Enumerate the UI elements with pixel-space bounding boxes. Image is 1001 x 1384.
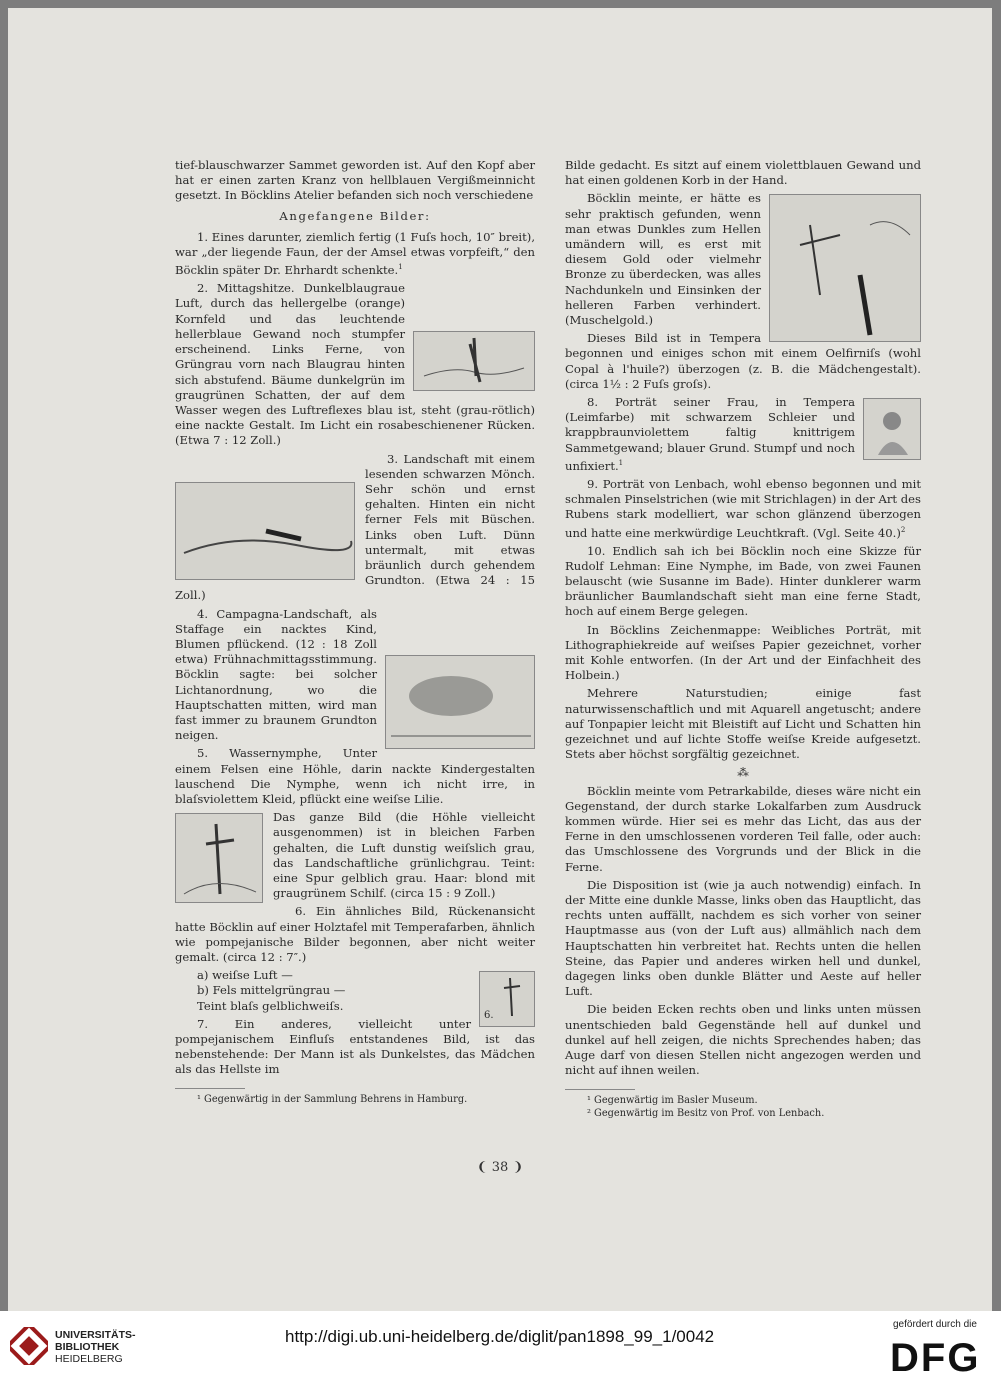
paragraph: Dieses Bild ist in Tempera begonnen und einiges schon mit einem Oelfirniſs (wohl Copal à l'huile?) überzogen (z. B. die Mädchengestalt). (circa 1½ : 2 Fuſs groſs). (565, 331, 921, 391)
library-line-1: UNIVERSITÄTS- (55, 1329, 136, 1341)
left-column (175, 158, 535, 1109)
footnote: ² Gegenwärtig im Besitz von Prof. von Lenbach. (587, 1107, 825, 1119)
paragraph: 5. Wassernymphe, Unter einem Felsen eine Höhle, darin nackte Kindergestalten lauschend Die Nymphe, wenn ich nicht irre, in blaſsviolettem Kleid, pflückt eine weiſse Lilie. (175, 746, 535, 806)
dfg-logo[interactable]: DFG (890, 1336, 981, 1380)
paragraph: Die Disposition ist (wie ja auch notwendig) einfach. In der Mitte eine dunkle Masse, links oben das Hauptlicht, das rechts unten auffällt, nachdem es sich vorher von seiner Hauptmasse aus (von der Luft aus) allmählich nach dem Hauptschatten hin verbreitet hat. Rechts unten die hellen Steine, das Papier und anderes wirken hell und dunkel, dagegen links oben dunkle Blätter und Aeste auf heller Luft. (565, 877, 921, 999)
paragraph: 8. Porträt seiner Frau, in Tempera (Leimfarbe) mit schwarzem Schleier und krappbraunviolettem faltig knittrigem Sammetgewand; blauer Grund. Stumpf und noch unfixiert.$^1$ (565, 395, 855, 473)
sketch-figure-landscape-monk (175, 482, 355, 580)
sketch-figure-water-nymph (175, 813, 263, 903)
list-item: a) weiſse Luft — (197, 968, 293, 983)
page-number: ❨ 38 ❩ (476, 1160, 524, 1175)
library-line-3: HEIDELBERG (55, 1353, 123, 1365)
paragraph: 10. Endlich sah ich bei Böcklin noch eine Skizze für Rudolf Lehman: Eine Nymphe, im Bade, von zwei Faunen belauscht (wie Susanne im Bade). Hinter dunklerer warm bräunlicher Baumlandschaft sieht man eine ferne Stadt, hoch auf einem Berge gelegen. (565, 543, 921, 619)
paragraph: 3. Landschaft mit einem lesenden schwarzen Mönch. Sehr schön und ernst gehalten. Hinten ein nicht ferner Fels mit Büschen. Links oben Luft. Dünn untermalt, mit etwas bräunlich durch gehendem Grundton. (Etwa 24 : 15 Zoll.) (175, 451, 535, 603)
sketch-figure-six (479, 971, 535, 1027)
right-column (565, 158, 921, 1123)
list-item: Teint blaſs gelblichweiſs. (197, 998, 344, 1013)
section-heading: Angefangene Bilder: (279, 208, 431, 223)
section-divider-star: ⁂ (737, 765, 749, 780)
paragraph: 2. Mittagshitze. Dunkelblaugraue Luft, durch das hellergelbe (orange) Kornfeld und das leuchtende hellerblaue Gewand noch stumpfer erscheinend. Links Ferne, von Grüngrau vorn nach Blaugrau hinten sich abstufend. Bäume dunkelgrün im graugrünen Schatten, der auf dem Wasser wegen des Luftreflexes blau ist, steht (grau-rötlich) eine nackte Gestalt. Im Licht ein rosabeschienener Rücken. (Etwa 7 : 12 Zoll.) (175, 281, 535, 448)
paragraph: In Böcklins Zeichenmappe: Weibliches Porträt, mit Lithographiekreide auf weiſses Papier gezeichnet, vorher mit Kohle entworfen. (In der Art und der Einfachheit des Holbein.) (565, 622, 921, 683)
viewer-footer (0, 1311, 1001, 1384)
footnote-rule (565, 1089, 635, 1090)
library-logo-icon[interactable] (10, 1327, 48, 1369)
paragraph: Die beiden Ecken rechts oben und links unten müssen unentschieden bald Gegenstände hell auf dunkel und dunkel auf hell zeigen, die nichts Sprechendes haben; das Auge darf von diesen Stellen nicht angezogen werden und nicht auf ihnen weilen. (565, 1002, 921, 1078)
paragraph: Das ganze Bild (die Höhle vielleicht ausgenommen) ist in bleichen Farben gehalten, die Luft dunstig weiſslich grau, das Landschaftliche grünlichgrau. Teint: eine Spur gelblich grau. Haar: blond mit graugrünem Schilf. (circa 15 : 9 Zoll.) (273, 810, 535, 901)
paragraph: Mehrere Naturstudien; einige fast naturwissenschaftlich und mit Aquarell angetuscht; andere auf Tonpapier leicht mit Bleistift auf Licht und Schatten hin gezeichnet und auf lichte Stoffe weiſse Kreide aufgesetzt. Stets aber höchst sorgfältig gezeichnet. (565, 686, 921, 762)
paragraph: 1. Eines darunter, ziemlich fertig (1 Fuſs hoch, 10″ breit), war „der liegende Faun, der der Amsel etwas vorpfeift,“ den Böcklin später Dr. Ehrhardt schenkte.$^1$ (175, 229, 535, 278)
library-name[interactable] (55, 1329, 136, 1365)
paragraph: Böcklin meinte, er hätte es sehr praktisch gefunden, wenn man etwas Dunkles zum Hellen umändern will, es erst mit diesem Gold oder vielmehr Bronze zu überdecken, was alles Nachdunkeln und Einsinken der helleren Farben verhindert. (Muschelgold.) (565, 191, 761, 328)
library-line-2: BIBLIOTHEK (55, 1341, 120, 1353)
paragraph: Böcklin meinte vom Petrarkabilde, dieses wäre nicht ein Gegenstand, der durch starke Lokalfarben zum Ausdruck kommen würde. Hier sei es mehr das Licht, das aus der Ferne in den umschlossenen vorderen Teil falle, oder auch: das Umschlossene des Vorgrunds und der Blick in die Ferne. (565, 783, 921, 874)
sketch-figure-man-and-girl (769, 194, 921, 342)
paragraph: Bilde gedacht. Es sitzt auf einem violettblauen Gewand und hat einen goldenen Korb in der Hand. (565, 158, 921, 188)
sponsor-text: gefördert durch die (893, 1319, 977, 1330)
footnote: ¹ Gegenwärtig in der Sammlung Behrens in Hamburg. (197, 1093, 468, 1105)
paragraph: 4. Campagna-Landschaft, als Staffage ein nacktes Kind, Blumen pflückend. (12 : 18 Zoll etwa) Frühnachmittagsstimmung. Böcklin sagte: bei solcher Lichtanordnung, wo die Hauptschatten mitten, wird man fast immer zu braunem Grundton neigen. (175, 606, 377, 743)
list-item: b) Fels mittelgrüngrau — (197, 983, 346, 998)
sketch-figure-portrait (863, 398, 921, 460)
footnote-rule (175, 1088, 245, 1089)
paragraph: 6. Ein ähnliches Bild, Rückenansicht hatte Böcklin auf einer Holztafel mit Temperafarben, ähnlich wie pompejanische Bilder begonnen, aber nicht weiter gemalt. (circa 12 : 7″.) (175, 904, 535, 965)
sketch-figure-midday (413, 331, 535, 391)
paragraph: 9. Porträt von Lenbach, wohl ebenso begonnen und mit schmalen Pinselstrichen (wie mit Strichlagen) in der Art des Rubens stark modelliert, war schon glänzend überzogen und hatte eine merkwürdige Leuchtkraft. (Vgl. Seite 40.)$^2$ (565, 476, 921, 540)
paragraph: tief-blauschwarzer Sammet geworden ist. Auf den Kopf aber hat er einen zarten Kranz von hellblauen Vergißmeinnicht gesetzt. In Böcklins Atelier befanden sich noch verschiedene (175, 158, 535, 203)
paragraph: 7. Ein anderes, vielleicht unter pompejanischem Einfluſs entstandenes Bild, ist das nebenstehende: Der Mann ist als Dunkelstes, das Mädchen als das Hellste im (175, 1016, 535, 1077)
sketch-figure-campagna (385, 655, 535, 749)
figure-label: 6. (484, 1010, 494, 1022)
page-url-link[interactable]: http://digi.ub.uni-heidelberg.de/diglit/pan1898_99_1/0042 (285, 1327, 715, 1346)
scanned-page (8, 8, 992, 1311)
footnote: ¹ Gegenwärtig im Basler Museum. (587, 1094, 758, 1106)
